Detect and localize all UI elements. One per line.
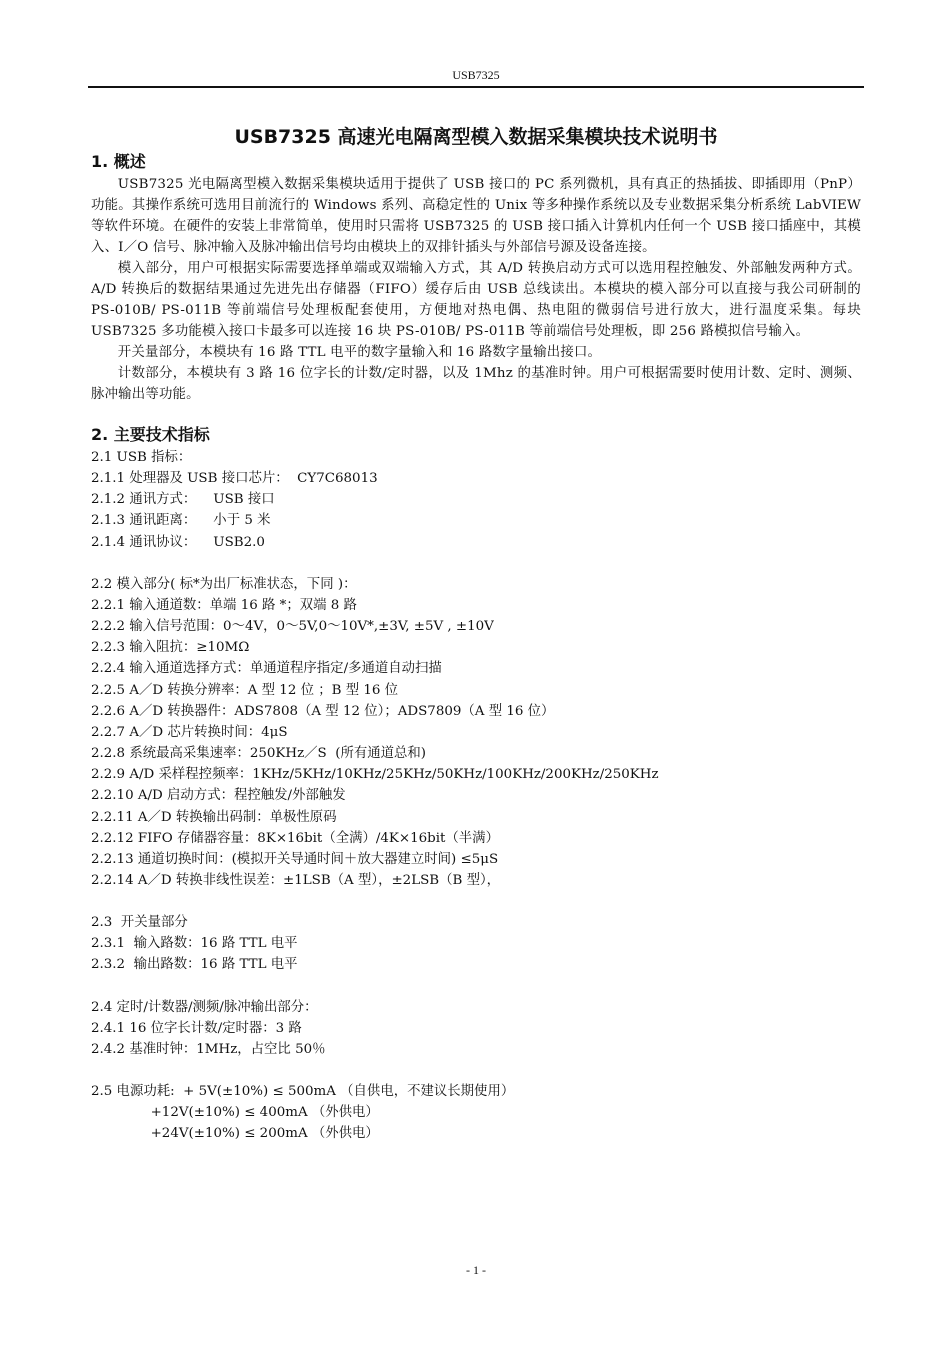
spec-line: 2.2.8 系统最高采集速率：250KHz／S (所有通道总和)	[91, 746, 427, 762]
spec-line: 2.1.3 通讯距离： 小于 5 米	[91, 513, 271, 529]
spec-line: 2.2.1 输入通道数：单端 16 路 *；双端 8 路	[91, 597, 357, 613]
spec-line: 2.2.14 A／D 转换非线性误差：±1LSB（A 型），±2LSB（B 型），	[91, 872, 501, 888]
spec-line: 2.1.2 通讯方式： USB 接口	[91, 492, 275, 508]
spec-line: 2.5 电源功耗: + 5V(±10%) ≤ 500mA （自供电，不建议长期使用）	[91, 1084, 515, 1100]
spec-line: +24V(±10%) ≤ 200mA （外供电）	[91, 1126, 379, 1142]
spec-line: 2.2.7 A／D 芯片转换时间：4μS	[91, 724, 288, 740]
section-heading-overview: 1. 概述	[91, 152, 146, 171]
spec-line: 2.4.2 基准时钟：1MHz，占空比 50％	[91, 1041, 326, 1057]
spec-line: 2.1.1 处理器及 USB 接口芯片： CY7C68013	[91, 471, 378, 487]
spec-line: 2.3 开关量部分	[91, 915, 188, 931]
spec-line: +12V(±10%) ≤ 400mA （外供电）	[91, 1105, 379, 1121]
spec-line: 2.2.10 A/D 启动方式：程控触发/外部触发	[91, 788, 346, 804]
spec-line: 2.2.13 通道切换时间：(模拟开关导通时间＋放大器建立时间) ≤5μS	[91, 851, 499, 867]
spec-line: 2.2.4 输入通道选择方式：单通道程序指定/多通道自动扫描	[91, 661, 442, 677]
spec-line: 2.2.9 A/D 采样程控频率：1KHz/5KHz/10KHz/25KHz/50KHz/100KHz/200KHz/250KHz	[91, 767, 659, 783]
running-header: USB7325	[452, 68, 500, 82]
spec-line: 2.4 定时/计数器/测频/脉冲输出部分：	[91, 999, 318, 1015]
document-body	[91, 150, 861, 1145]
spec-line: 2.1.4 通讯协议： USB2.0	[91, 534, 265, 550]
paragraph: USB7325 光电隔离型模入数据采集模块适用于提供了 USB 接口的 PC 系列微机，具有真正的热插拔、即插即用（PnP）功能。其操作系统可选用目前流行的 Windows 系列、高稳定性的 Unix 等多种操作系统以及专业数据采集分析系统 LabVIEW 等软件环境。在硬件的安装上非常简单，使用时只需将 USB7325 的 USB 接口插入计算机内任何一个 USB 接口插座中，其模入、I／O 信号、脉冲输入及脉冲输出信号均由模块上的双排针插头与外部信号源及设备连接。	[91, 177, 861, 255]
spec-line: 2.1 USB 指标：	[91, 450, 192, 465]
header-rule	[88, 86, 864, 88]
spec-line: 2.2 模入部分( 标*为出厂标准状态，下同 )：	[91, 576, 357, 592]
spec-line: 2.3.1 输入路数：16 路 TTL 电平	[91, 936, 298, 952]
paragraph: 模入部分，用户可根据实际需要选择单端或双端输入方式，其 A/D 转换启动方式可以选用程控触发、外部触发两种方式。A/D 转换后的数据结果通过先进先出存储器（FIFO）缓存后由 USB 总线读出。本模块的模入部分可以直接与我公司研制的 PS-010B/ PS-011B 等前端信号处理板配套使用，方便地对热电偶、热电阻的微弱信号进行放大，进行温度采集。每块 USB7325 多功能模入接口卡最多可以连接 16 块 PS-010B/ PS-011B 等前端信号处理板，即 256 路模拟信号输入。	[91, 261, 861, 339]
spec-line: 2.2.2 输入信号范围：0～4V，0～5V,0～10V*,±3V, ±5V , ±10V	[91, 619, 494, 635]
spec-line: 2.2.5 A／D 转换分辨率：A 型 12 位 ；B 型 16 位	[91, 682, 399, 698]
spec-line: 2.3.2 输出路数：16 路 TTL 电平	[91, 957, 298, 973]
paragraph: 计数部分，本模块有 3 路 16 位字长的计数/定时器，以及 1Mhz 的基准时钟。用户可根据需要时使用计数、定时、测频、脉冲输出等功能。	[91, 366, 861, 402]
spec-line: 2.2.11 A／D 转换输出码制：单极性原码	[91, 809, 337, 825]
section-heading-specs: 2. 主要技术指标	[91, 425, 210, 444]
spec-line: 2.4.1 16 位字长计数/定时器：3 路	[91, 1020, 302, 1036]
page-number: - 1 -	[466, 1263, 486, 1277]
spec-line: 2.2.6 A／D 转换器件：ADS7808（A 型 12 位）；ADS7809（A 型 16 位）	[91, 703, 555, 719]
spec-line: 2.2.3 输入阻抗：≥10MΩ	[91, 640, 250, 656]
paragraph: 开关量部分，本模块有 16 路 TTL 电平的数字量输入和 16 路数字量输出接口。	[117, 345, 602, 360]
spec-line: 2.2.12 FIFO 存储器容量：8K×16bit（全满）/4K×16bit（半满）	[91, 830, 499, 846]
document-title: USB7325 高速光电隔离型模入数据采集模块技术说明书	[234, 126, 718, 148]
